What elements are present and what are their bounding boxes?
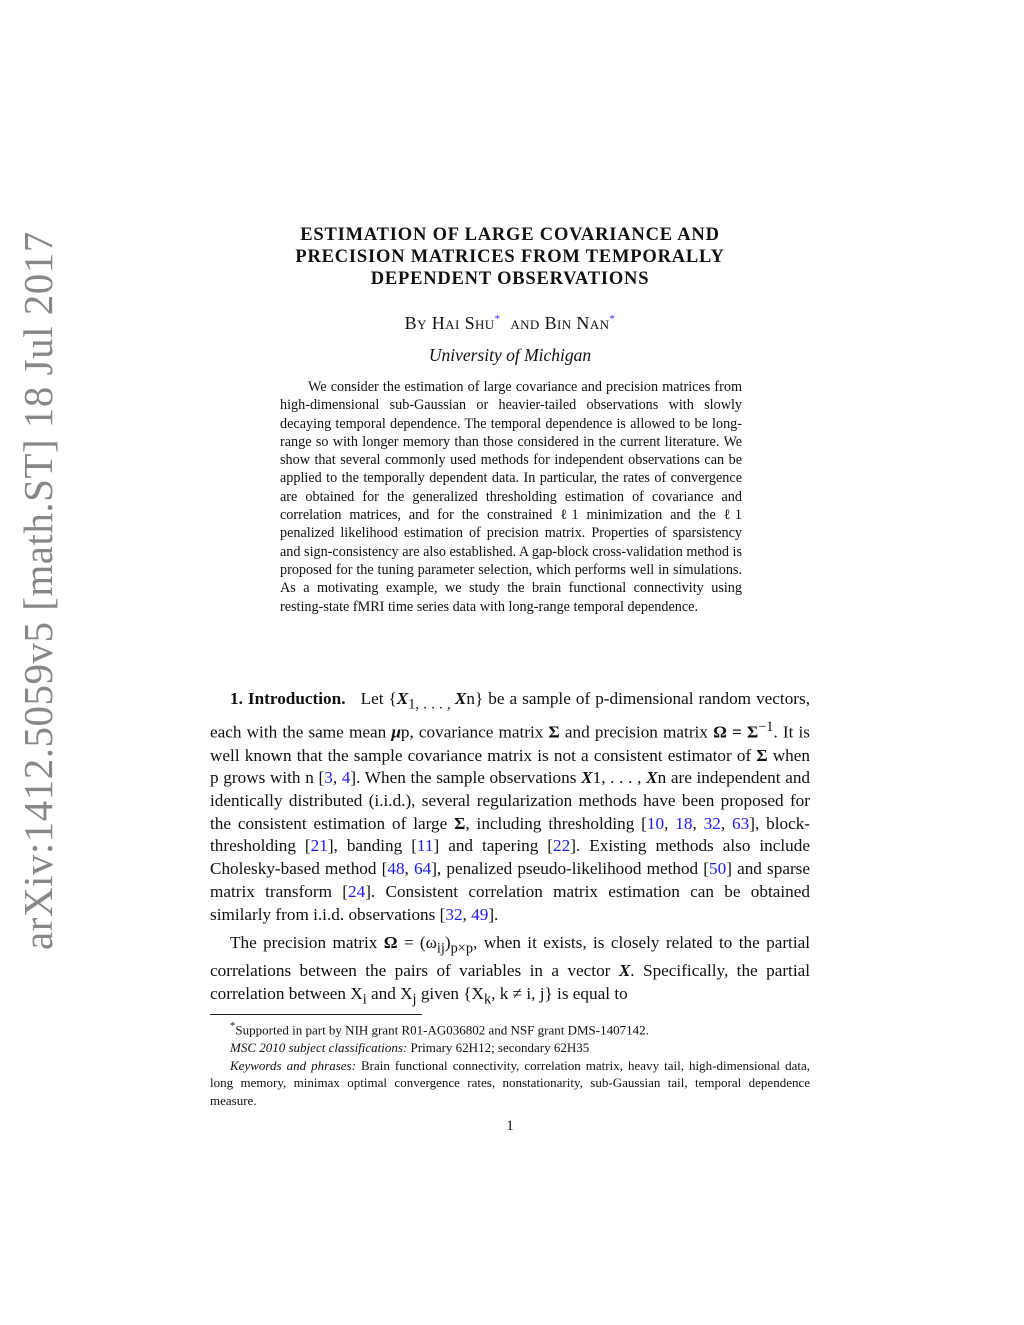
abstract	[280, 378, 742, 616]
author-footnote-link[interactable]: *	[494, 313, 501, 325]
math-symbol: X	[454, 689, 467, 708]
math-symbol: Σ	[756, 745, 768, 765]
msc-label: MSC 2010 subject classifications:	[230, 1039, 408, 1055]
math-symbol: X	[618, 961, 631, 981]
text: , k ≠ i, j} is equal to	[491, 984, 628, 1004]
subscript: 1, . . . ,	[408, 696, 455, 713]
section-title: Introduction.	[247, 689, 346, 708]
superscript: −1	[758, 719, 774, 736]
subscript: j	[412, 991, 417, 1008]
title-line: ESTIMATION OF LARGE COVARIANCE AND	[300, 225, 720, 245]
citation-link[interactable]: 64	[414, 859, 432, 879]
text: , when it exists, is closely related to the partial correlations between the pairs of variables in a vector	[210, 933, 811, 981]
author-footnote-link[interactable]: *	[609, 313, 616, 325]
math-symbol: X	[581, 768, 593, 788]
citation-link[interactable]: 22	[553, 836, 571, 856]
math-symbol: Σ	[454, 813, 466, 833]
math-symbol: Ω = Σ	[713, 722, 759, 742]
text: and precision matrix	[559, 722, 714, 742]
footnote-funding	[210, 1018, 810, 1039]
author-name: Hai Shu	[431, 313, 495, 333]
text: ] and sparse matrix transform [	[210, 859, 810, 901]
text: ,	[664, 813, 676, 833]
author-by: By	[404, 313, 427, 333]
text: n} be a sample of p-dimensional random vectors, each with the same mean	[210, 689, 811, 742]
author-name: Bin Nan	[544, 313, 610, 333]
math-symbol: Σ	[548, 722, 560, 742]
subscript: p×p	[450, 940, 474, 957]
text: ], penalized pseudo-likelihood method [	[431, 859, 710, 879]
text: when p grows with n [	[210, 745, 810, 788]
math-symbol: X	[396, 689, 409, 708]
footnote-text: Supported in part by NIH grant R01-AG036802 and NSF grant DMS-1407142.	[235, 1022, 649, 1038]
citation-link[interactable]: 32	[445, 904, 463, 924]
text: n are independent and identically distributed (i.i.d.), several regularization methods have been proposed for the consistent estimation of large	[210, 768, 811, 833]
paper-title	[200, 224, 820, 290]
keywords-label: Keywords and phrases:	[230, 1057, 356, 1073]
text: . It is well known that the sample covariance matrix is not a consistent estimator of	[210, 722, 810, 765]
text: ,	[462, 904, 472, 924]
math-symbol: X	[646, 768, 658, 788]
text: ]. When the sample observations	[350, 768, 582, 788]
text: ,	[332, 768, 342, 788]
citation-link[interactable]: 10	[646, 813, 665, 833]
citation-link[interactable]: 21	[310, 836, 328, 856]
text: ,	[720, 813, 733, 833]
intro-paragraph-2	[210, 932, 810, 1011]
text: )	[444, 933, 451, 953]
text: ], block-thresholding [	[210, 813, 811, 856]
text: given {X	[416, 984, 484, 1004]
text: . Specifically, the partial correlation between X	[210, 961, 810, 1004]
title-line: PRECISION MATRICES FROM TEMPORALLY	[295, 247, 725, 267]
text: ]. Existing methods also include Cholesky-based method [	[210, 836, 810, 879]
text: = (ω	[397, 933, 437, 953]
page-number: 1	[506, 1118, 514, 1134]
text: , including thresholding [	[465, 813, 647, 833]
text: Let {	[360, 689, 397, 708]
intro-paragraph-1	[210, 688, 810, 926]
footnote-msc	[210, 1039, 810, 1057]
footnote-mark: *	[230, 1020, 236, 1032]
text: p, covariance matrix	[400, 722, 549, 742]
footnote-keywords	[210, 1057, 810, 1110]
text: ], banding [	[327, 836, 417, 856]
keywords-text: Brain functional connectivity, correlation matrix, heavy tail, high-dimensional data, long memory, minimax optimal convergence rates, nonstationarity, sub-Gaussian tail, temporal dependence measure.	[210, 1057, 810, 1108]
text: ] and tapering [	[433, 836, 554, 856]
citation-link[interactable]: 48	[387, 859, 405, 879]
text: ]. Consistent correlation matrix estimation can be obtained similarly from i.i.d. observations [	[210, 881, 810, 924]
citation-link[interactable]: 11	[416, 836, 434, 856]
citation-link[interactable]: 4	[341, 768, 351, 788]
citation-link[interactable]: 3	[324, 768, 333, 788]
main-body	[210, 688, 810, 1017]
citation-link[interactable]: 50	[709, 859, 727, 879]
citation-link[interactable]: 32	[703, 813, 721, 833]
section-number: 1.	[230, 689, 243, 708]
text: ].	[488, 904, 499, 924]
msc-text: Primary 62H12; secondary 62H35	[407, 1039, 590, 1055]
citation-link[interactable]: 18	[675, 813, 693, 833]
citation-link[interactable]: 24	[348, 881, 366, 901]
author-line	[200, 313, 820, 334]
title-line: DEPENDENT OBSERVATIONS	[370, 269, 650, 289]
text: ,	[404, 859, 414, 879]
author-conjunction: and	[510, 313, 540, 333]
abstract-text: We consider the estimation of large covariance and precision matrices from high-dimensional sub-Gaussian or heavier-tailed observations with slowly decaying temporal dependence. The temporal dependence is allowed to be long-range so with longer memory than those considered in the current literature. We show that several commonly used methods for independent observations can be applied to the temporally dependent data. In particular, the rates of convergence are obtained for the generalized thresholding estimation of covariance and correlation matrices, and for the constrained ℓ1 minimization and the ℓ1 penalized likelihood estimation of precision matrix. Properties of sparsistency and sign-consistency are also established. A gap-block cross-validation method is proposed for the tuning parameter selection, which performs well in simulations. As a motivating example, we study the brain functional connectivity using resting-state fMRI time series data with long-range temporal dependence.	[280, 379, 742, 615]
arxiv-stamp: arXiv:1412.5059v5 [math.ST] 18 Jul 2017	[15, 231, 61, 950]
footnote-divider	[210, 1014, 422, 1015]
citation-link[interactable]: 63	[732, 813, 750, 833]
text: and X	[366, 984, 413, 1004]
math-symbol: μ	[391, 722, 401, 742]
affiliation: University of Michigan	[428, 345, 592, 365]
footnotes	[210, 1018, 810, 1109]
math-symbol: Ω	[383, 933, 398, 953]
text: 1, . . . ,	[592, 768, 647, 788]
subscript: ij	[436, 940, 445, 957]
subscript: k	[483, 991, 492, 1008]
citation-link[interactable]: 49	[471, 904, 489, 924]
text: ,	[692, 813, 704, 833]
subscript: i	[362, 991, 367, 1008]
text: The precision matrix	[230, 933, 384, 953]
